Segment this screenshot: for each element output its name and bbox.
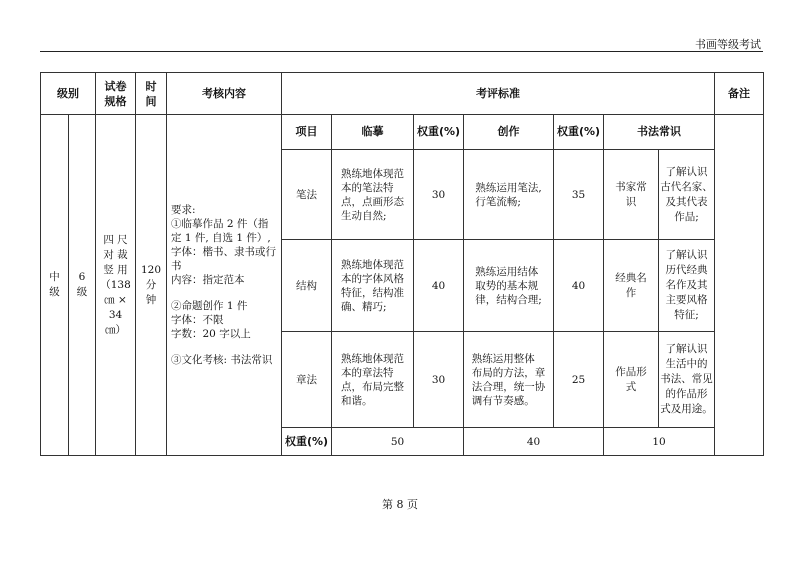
- row-create: 熟练运用结体 取势的基本规 律，结构合理;: [475, 265, 542, 306]
- subheader-weight-create: 权重(%): [554, 115, 604, 150]
- subheader-weight-copy: 权重(%): [414, 115, 464, 150]
- requirements-spacer: [171, 341, 277, 353]
- row-item: 结构: [282, 240, 332, 332]
- weight-row-copy: 50: [332, 428, 464, 456]
- weight-row-knowledge: 10: [604, 428, 715, 456]
- subheader-knowledge: 书法常识: [604, 115, 715, 150]
- subheader-row: [41, 115, 764, 150]
- row-create: 熟练运用整体 布局的方法，章 法合理，统一协 调有节奏感。: [471, 352, 546, 407]
- row-knowledge: 作品形 式: [604, 332, 659, 428]
- row-weight-create: 40: [554, 240, 604, 332]
- requirements-item-2: ②命题创作 1 件 字体：不限 字数：20 字以上: [171, 300, 251, 340]
- row-knowledge: 经典名 作: [604, 240, 659, 332]
- content-header: 考核内容: [167, 73, 282, 115]
- row-copy: 熟练地体现范 本的字体风格 特征，结构准 确、精巧;: [341, 258, 404, 313]
- criteria-header: 考评标准: [282, 73, 715, 115]
- requirements-spacer: [171, 287, 277, 299]
- requirements-item-1: ①临摹作品 2 件（指定 1 件, 自选 1 件）, 字体：楷书、隶书或行书 内容：指定范本: [171, 218, 276, 286]
- row-knowledge-note: 了解认识 历代经典 名作及其 主要风格 特征;: [659, 240, 715, 332]
- header-title: 书画等级考试: [695, 38, 761, 51]
- level-header: 级别: [41, 73, 96, 115]
- weight-row-create: 40: [464, 428, 604, 456]
- paper-spec-cell: 四 尺 对 裁 竖 用 （138 ㎝ × 34 ㎝）: [96, 115, 136, 456]
- row-copy: 熟练地体现范 本的笔法特 点，点画形态 生动自然;: [341, 167, 404, 222]
- row-item: 章法: [282, 332, 332, 428]
- exam-table-container: [40, 72, 763, 455]
- row-item: 笔法: [282, 150, 332, 240]
- time-cell: 120 分 钟: [136, 115, 167, 456]
- exam-criteria-table: [40, 72, 764, 456]
- page-header: [40, 18, 763, 52]
- remarks-cell: [715, 115, 764, 456]
- row-copy: 熟练地体现范 本的章法特 点，布局完整 和谐。: [341, 352, 404, 407]
- row-weight-create: 35: [554, 150, 604, 240]
- header-row: [41, 73, 764, 115]
- remarks-header: 备注: [715, 73, 764, 115]
- level-main-cell: 中 级: [41, 115, 69, 456]
- row-create: 熟练运用笔法, 行笔流畅;: [475, 181, 542, 208]
- paper-spec-header: 试卷 规格: [96, 73, 136, 115]
- row-knowledge-note: 了解认识 古代名家、 及其代表 作品;: [659, 150, 715, 240]
- requirements-title: 要求:: [171, 204, 196, 216]
- row-knowledge-note: 了解认识 生活中的 书法、常见 的作品形 式及用途。: [659, 332, 715, 428]
- subheader-item: 项目: [282, 115, 332, 150]
- requirements-cell: [167, 115, 282, 456]
- row-weight-copy: 30: [414, 150, 464, 240]
- level-sub-cell: 6 级: [69, 115, 96, 456]
- row-weight-create: 25: [554, 332, 604, 428]
- header-rule: [40, 51, 763, 53]
- row-weight-copy: 30: [414, 332, 464, 428]
- subheader-copy: 临摹: [332, 115, 414, 150]
- page-number: 第 8 页: [382, 498, 418, 511]
- requirements-item-3: ③文化考核: 书法常识: [171, 354, 273, 366]
- weight-row-label: 权重(%): [282, 428, 332, 456]
- row-weight-copy: 40: [414, 240, 464, 332]
- row-knowledge: 书家常 识: [604, 150, 659, 240]
- subheader-create: 创作: [464, 115, 554, 150]
- time-header: 时 间: [136, 73, 167, 115]
